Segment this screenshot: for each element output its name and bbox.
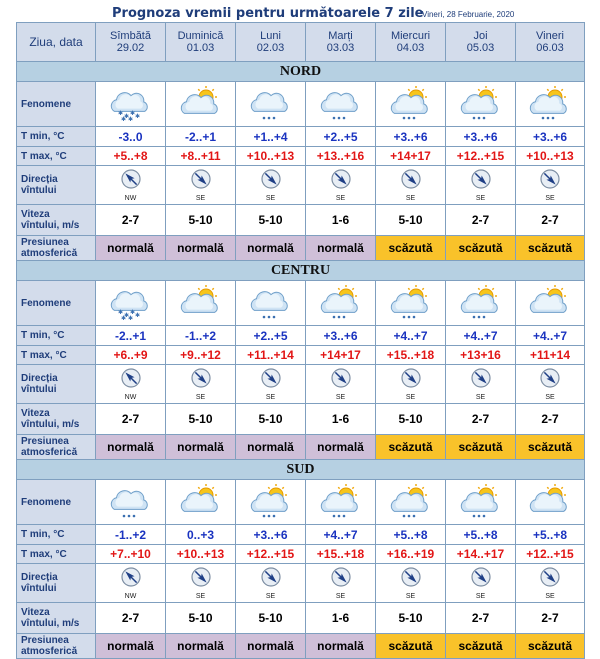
row-label: Fenomene — [17, 480, 96, 525]
wind-direction-label: SE — [475, 393, 486, 401]
wind-direction-label: SE — [195, 393, 206, 401]
wind-direction-se — [186, 566, 216, 601]
wind-direction-label: SE — [405, 194, 416, 202]
tmin-value: 0..+3 — [166, 525, 236, 545]
svg-text:✱: ✱ — [127, 116, 133, 123]
wind-direction-label: NW — [124, 194, 137, 202]
day-date: 29.02 — [116, 42, 145, 54]
weather-cell — [376, 82, 446, 127]
compass-icon — [116, 566, 146, 588]
pressure-value: scăzută — [446, 236, 516, 261]
day-name: Duminică — [177, 30, 224, 42]
wind-direction-se — [326, 168, 356, 203]
wind-direction-cell — [166, 564, 236, 603]
pressure-value: scăzută — [516, 634, 585, 659]
compass-icon — [256, 367, 286, 389]
wind-direction-cell — [376, 166, 446, 205]
wind-speed-value: 5-10 — [166, 205, 236, 236]
weather-cell — [376, 480, 446, 525]
wind-direction-se — [535, 367, 565, 402]
day-name: Joi — [473, 30, 488, 42]
wind-speed-value: 2-7 — [446, 603, 516, 634]
tmin-value: -2..+1 — [166, 127, 236, 147]
wind-speed-value: 5-10 — [166, 603, 236, 634]
tmin-value: +4..+7 — [516, 326, 585, 346]
wind-speed-value: 5-10 — [376, 205, 446, 236]
day-header — [96, 23, 166, 62]
wind-direction-se — [466, 168, 496, 203]
wind-direction-cell — [516, 365, 585, 404]
day-name: Luni — [260, 30, 281, 42]
weather-cell — [166, 281, 236, 326]
row-label: Presiunea atmosferică — [17, 634, 96, 659]
tmin-value: -2..+1 — [96, 326, 166, 346]
wind-direction-row — [17, 564, 585, 603]
day-header-row — [17, 23, 585, 62]
wind-speed-value: 5-10 — [236, 404, 306, 435]
row-label: Presiunea atmosferică — [17, 236, 96, 261]
tmax-value: +9..+12 — [166, 346, 236, 365]
tmax-value: +5..+8 — [96, 147, 166, 166]
cloud-snow-light-icon — [110, 483, 152, 521]
day-name: Sîmbătă — [110, 30, 151, 42]
pressure-value: normală — [96, 236, 166, 261]
row-label: Viteza vîntului, m/s — [17, 603, 96, 634]
date-column-header: Ziua, data — [17, 23, 96, 62]
tmax-value: +14+17 — [306, 346, 376, 365]
row-label: T max, °C — [17, 346, 96, 365]
region-name: CENTRU — [17, 261, 585, 281]
wind-direction-cell — [166, 365, 236, 404]
compass-icon — [116, 367, 146, 389]
wind-direction-cell — [236, 166, 306, 205]
tmax-value: +13+16 — [446, 346, 516, 365]
sun-cloud-snow-icon — [390, 85, 432, 123]
pressure-value: normală — [306, 236, 376, 261]
phenomena-row — [17, 281, 585, 326]
wind-direction-cell — [446, 365, 516, 404]
pressure-value: scăzută — [446, 634, 516, 659]
tmax-row — [17, 346, 585, 365]
tmax-value: +12..+15 — [236, 545, 306, 564]
tmin-value: +2..+5 — [236, 326, 306, 346]
wind-direction-cell — [166, 166, 236, 205]
wind-speed-value: 2-7 — [516, 404, 585, 435]
wind-direction-nw — [116, 367, 146, 402]
wind-direction-label: SE — [545, 592, 555, 600]
pressure-value: normală — [96, 634, 166, 659]
svg-text:✱: ✱ — [117, 110, 123, 117]
wind-speed-value: 5-10 — [376, 404, 446, 435]
wind-direction-se — [326, 367, 356, 402]
wind-direction-nw — [116, 168, 146, 203]
svg-text:✱: ✱ — [120, 315, 126, 322]
compass-icon — [396, 367, 426, 389]
wind-speed-value: 2-7 — [516, 205, 585, 236]
row-label: Fenomene — [17, 281, 96, 326]
wind-speed-value: 2-7 — [446, 205, 516, 236]
wind-direction-label: SE — [265, 592, 276, 600]
weather-cell — [516, 281, 585, 326]
wind-speed-value: 5-10 — [236, 603, 306, 634]
wind-direction-se — [396, 367, 426, 402]
wind-direction-cell — [376, 365, 446, 404]
sun-cloud-snow-icon — [460, 85, 502, 123]
compass-icon — [535, 168, 565, 190]
row-label: T min, °C — [17, 127, 96, 147]
wind-direction-label: SE — [335, 194, 346, 202]
wind-direction-cell — [446, 166, 516, 205]
row-label: T min, °C — [17, 326, 96, 346]
wind-direction-label: SE — [545, 393, 555, 401]
wind-direction-label: SE — [545, 194, 555, 202]
wind-direction-label: SE — [405, 393, 416, 401]
row-label: T max, °C — [17, 147, 96, 166]
tmin-value: +2..+5 — [306, 127, 376, 147]
weather-cell — [446, 480, 516, 525]
pressure-value: scăzută — [376, 634, 446, 659]
wind-direction-se — [256, 168, 286, 203]
wind-direction-cell — [306, 365, 376, 404]
wind-direction-se — [186, 367, 216, 402]
tmin-value: +3..+6 — [376, 127, 446, 147]
wind-direction-label: SE — [335, 393, 346, 401]
tmin-value: +3..+6 — [236, 525, 306, 545]
tmin-row — [17, 127, 585, 147]
day-date: 01.03 — [186, 42, 215, 54]
region-row — [17, 62, 585, 82]
wind-direction-se — [466, 566, 496, 601]
wind-speed-value: 2-7 — [96, 603, 166, 634]
wind-direction-cell — [96, 564, 166, 603]
compass-icon — [396, 168, 426, 190]
wind-direction-se — [186, 168, 216, 203]
wind-speed-row — [17, 205, 585, 236]
pressure-value: normală — [96, 435, 166, 460]
tmax-value: +14..+17 — [446, 545, 516, 564]
compass-icon — [256, 168, 286, 190]
weather-cell — [376, 281, 446, 326]
wind-direction-cell — [96, 166, 166, 205]
day-date: 05.03 — [466, 42, 495, 54]
sun-cloud-icon — [180, 284, 222, 322]
row-label: Viteza vîntului, m/s — [17, 404, 96, 435]
weather-cell — [446, 281, 516, 326]
page-title: Prognoza vremii pentru următoarele 7 zile — [112, 6, 424, 21]
weather-cell — [306, 480, 376, 525]
region-name: SUD — [17, 460, 585, 480]
svg-text:✱: ✱ — [123, 312, 129, 319]
wind-direction-cell — [516, 564, 585, 603]
tmin-row — [17, 326, 585, 346]
weather-cell — [306, 281, 376, 326]
pressure-value: normală — [166, 634, 236, 659]
weather-cell — [236, 480, 306, 525]
day-name: Vineri — [536, 30, 564, 42]
day-header — [236, 23, 306, 62]
wind-speed-value: 5-10 — [236, 205, 306, 236]
tmax-value: +15..+18 — [376, 346, 446, 365]
wind-direction-cell — [306, 564, 376, 603]
compass-icon — [256, 566, 286, 588]
wind-direction-se — [466, 367, 496, 402]
tmax-value: +10..+13 — [516, 147, 585, 166]
pressure-value: normală — [236, 236, 306, 261]
tmin-value: +5..+8 — [376, 525, 446, 545]
weather-cell — [516, 82, 585, 127]
day-name: Miercuri — [390, 30, 431, 42]
report-date: Vineri, 28 Februarie, 2020 — [422, 10, 515, 19]
tmin-value: -3..0 — [96, 127, 166, 147]
sun-cloud-snow-icon — [390, 483, 432, 521]
tmin-row — [17, 525, 585, 545]
wind-speed-row — [17, 404, 585, 435]
wind-direction-se — [326, 566, 356, 601]
svg-text:✱: ✱ — [123, 113, 129, 120]
sun-cloud-icon — [529, 483, 571, 521]
tmin-value: +3..+6 — [306, 326, 376, 346]
svg-text:✱: ✱ — [117, 309, 123, 316]
tmin-value: -1..+2 — [166, 326, 236, 346]
row-label: Presiunea atmosferică — [17, 435, 96, 460]
day-date: 04.03 — [396, 42, 425, 54]
tmin-value: +5..+8 — [446, 525, 516, 545]
pressure-value: scăzută — [446, 435, 516, 460]
region-name: NORD — [17, 62, 585, 82]
cloud-snow-light-icon — [320, 85, 362, 123]
row-label: Direcția vîntului — [17, 564, 96, 603]
day-header — [166, 23, 236, 62]
cloud-snow-light-icon — [250, 85, 292, 123]
weather-cell — [96, 281, 166, 326]
compass-icon — [396, 566, 426, 588]
wind-direction-cell — [516, 166, 585, 205]
wind-direction-se — [396, 566, 426, 601]
pressure-value: normală — [306, 435, 376, 460]
wind-speed-value: 1-6 — [306, 404, 376, 435]
weather-cell — [306, 82, 376, 127]
pressure-value: scăzută — [516, 236, 585, 261]
row-label: T max, °C — [17, 545, 96, 564]
weather-cell — [166, 480, 236, 525]
compass-icon — [466, 566, 496, 588]
pressure-row — [17, 634, 585, 659]
page-header — [0, 0, 600, 22]
tmax-value: +11..+14 — [236, 346, 306, 365]
tmax-row — [17, 545, 585, 564]
sun-cloud-icon — [180, 85, 222, 123]
tmax-value: +10..+13 — [236, 147, 306, 166]
compass-icon — [326, 566, 356, 588]
wind-direction-cell — [96, 365, 166, 404]
wind-speed-value: 1-6 — [306, 205, 376, 236]
wind-direction-cell — [376, 564, 446, 603]
snow-cloud-icon — [110, 284, 152, 322]
compass-icon — [326, 168, 356, 190]
compass-icon — [116, 168, 146, 190]
tmax-value: +12..+15 — [516, 545, 585, 564]
row-label: Direcția vîntului — [17, 365, 96, 404]
pressure-value: normală — [236, 435, 306, 460]
weather-cell — [236, 281, 306, 326]
wind-speed-value: 2-7 — [96, 205, 166, 236]
day-header — [446, 23, 516, 62]
wind-direction-cell — [306, 166, 376, 205]
pressure-value: scăzută — [376, 236, 446, 261]
tmin-value: +3..+6 — [516, 127, 585, 147]
svg-text:✱: ✱ — [127, 315, 133, 322]
wind-direction-se — [256, 367, 286, 402]
compass-icon — [466, 168, 496, 190]
weather-cell — [516, 480, 585, 525]
day-date: 06.03 — [536, 42, 564, 54]
day-date: 02.03 — [256, 42, 285, 54]
tmax-value: +11+14 — [516, 346, 585, 365]
tmax-value: +10..+13 — [166, 545, 236, 564]
pressure-value: normală — [166, 236, 236, 261]
wind-direction-label: SE — [475, 194, 486, 202]
sun-cloud-snow-icon — [460, 284, 502, 322]
row-label: T min, °C — [17, 525, 96, 545]
tmax-row — [17, 147, 585, 166]
sun-cloud-icon — [180, 483, 222, 521]
compass-icon — [326, 367, 356, 389]
wind-direction-label: SE — [475, 592, 486, 600]
compass-icon — [186, 168, 216, 190]
svg-text:✱: ✱ — [129, 110, 135, 117]
wind-direction-label: SE — [405, 592, 416, 600]
tmax-value: +8..+11 — [166, 147, 236, 166]
compass-icon — [535, 566, 565, 588]
pressure-value: scăzută — [516, 435, 585, 460]
tmax-value: +15..+18 — [306, 545, 376, 564]
wind-direction-label: SE — [265, 194, 276, 202]
wind-direction-row — [17, 166, 585, 205]
pressure-value: scăzută — [376, 435, 446, 460]
tmax-value: +12..+15 — [446, 147, 516, 166]
wind-speed-value: 5-10 — [376, 603, 446, 634]
svg-text:✱: ✱ — [129, 309, 135, 316]
pressure-value: normală — [306, 634, 376, 659]
tmin-value: +4..+7 — [446, 326, 516, 346]
sun-cloud-snow-icon — [320, 284, 362, 322]
weather-cell — [166, 82, 236, 127]
phenomena-row — [17, 82, 585, 127]
row-label: Viteza vîntului, m/s — [17, 205, 96, 236]
tmin-value: +3..+6 — [446, 127, 516, 147]
row-label: Direcția vîntului — [17, 166, 96, 205]
sun-cloud-icon — [529, 284, 571, 322]
tmin-value: +4..+7 — [376, 326, 446, 346]
weather-cell — [96, 480, 166, 525]
tmax-value: +13..+16 — [306, 147, 376, 166]
snow-cloud-icon — [110, 85, 152, 123]
row-label: Fenomene — [17, 82, 96, 127]
pressure-row — [17, 435, 585, 460]
weather-cell — [446, 82, 516, 127]
tmax-value: +7..+10 — [96, 545, 166, 564]
wind-direction-label: NW — [124, 393, 137, 401]
region-row — [17, 460, 585, 480]
weather-cell — [236, 82, 306, 127]
compass-icon — [466, 367, 496, 389]
wind-speed-value: 1-6 — [306, 603, 376, 634]
weather-cell — [96, 82, 166, 127]
tmax-value: +14+17 — [376, 147, 446, 166]
wind-direction-label: SE — [265, 393, 276, 401]
sun-cloud-snow-icon — [250, 483, 292, 521]
wind-direction-label: SE — [195, 592, 206, 600]
sun-cloud-snow-icon — [320, 483, 362, 521]
compass-icon — [186, 367, 216, 389]
wind-speed-value: 2-7 — [446, 404, 516, 435]
wind-speed-value: 2-7 — [516, 603, 585, 634]
wind-direction-se — [396, 168, 426, 203]
wind-speed-value: 2-7 — [96, 404, 166, 435]
wind-direction-cell — [446, 564, 516, 603]
tmin-value: +5..+8 — [516, 525, 585, 545]
svg-text:✱: ✱ — [120, 116, 126, 123]
pressure-value: normală — [236, 634, 306, 659]
day-header — [376, 23, 446, 62]
wind-direction-cell — [236, 564, 306, 603]
wind-direction-row — [17, 365, 585, 404]
sun-cloud-snow-icon — [529, 85, 571, 123]
tmin-value: -1..+2 — [96, 525, 166, 545]
tmin-value: +4..+7 — [306, 525, 376, 545]
wind-direction-label: SE — [195, 194, 206, 202]
forecast-table — [16, 22, 585, 659]
day-header — [306, 23, 376, 62]
sun-cloud-snow-icon — [460, 483, 502, 521]
wind-direction-label: SE — [335, 592, 346, 600]
compass-icon — [535, 367, 565, 389]
region-row — [17, 261, 585, 281]
pressure-value: normală — [166, 435, 236, 460]
wind-direction-se — [535, 566, 565, 601]
compass-icon — [186, 566, 216, 588]
day-header — [516, 23, 585, 62]
wind-direction-nw — [116, 566, 146, 601]
wind-direction-cell — [236, 365, 306, 404]
wind-speed-row — [17, 603, 585, 634]
tmax-value: +6..+9 — [96, 346, 166, 365]
sun-cloud-snow-icon — [390, 284, 432, 322]
svg-text:✱: ✱ — [134, 113, 140, 120]
pressure-row — [17, 236, 585, 261]
tmin-value: +1..+4 — [236, 127, 306, 147]
svg-text:✱: ✱ — [134, 312, 140, 319]
phenomena-row — [17, 480, 585, 525]
cloud-snow-light-icon — [250, 284, 292, 322]
wind-direction-se — [535, 168, 565, 203]
day-name: Marți — [328, 30, 353, 42]
wind-speed-value: 5-10 — [166, 404, 236, 435]
wind-direction-se — [256, 566, 286, 601]
wind-direction-label: NW — [124, 592, 137, 600]
tmax-value: +16..+19 — [376, 545, 446, 564]
day-date: 03.03 — [326, 42, 355, 54]
